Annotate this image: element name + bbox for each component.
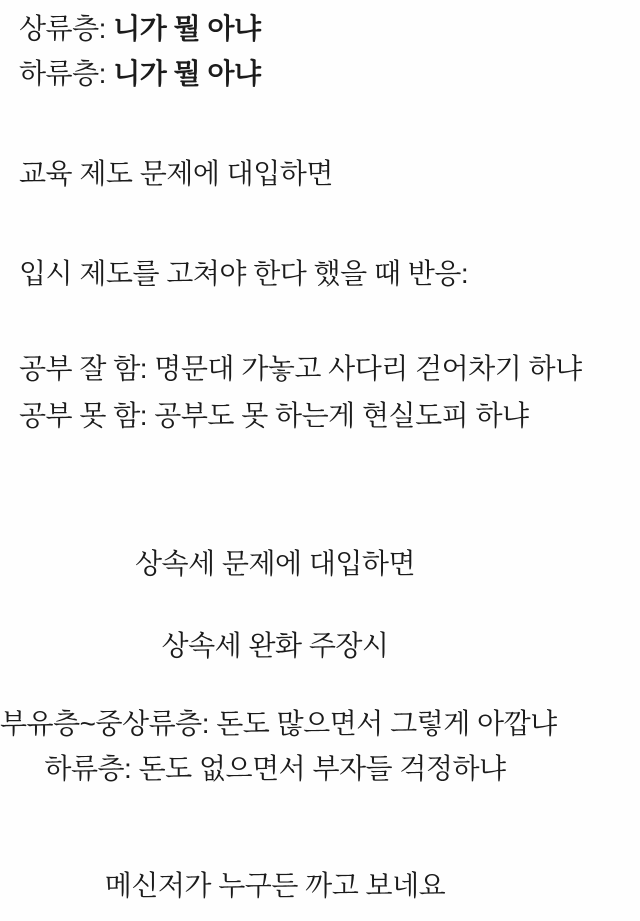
wealthy-class-line: 부유층~중상류층: 돈도 많으면서 그렇게 아깝냐	[0, 708, 557, 739]
lower-class-quote: 니가 뭘 아냐	[113, 58, 261, 89]
bad-student-line: 공부 못 함: 공부도 못 하는게 현실도피 하냐	[19, 400, 529, 431]
upper-class-quote: 니가 뭘 아냐	[113, 13, 261, 44]
poor-class-line: 하류층: 돈도 없으면서 부자들 걱정하냐	[44, 753, 506, 784]
education-prompt-line: 입시 제도를 고쳐야 한다 했을 때 반응:	[19, 258, 469, 289]
good-student-line: 공부 잘 함: 명문대 가놓고 사다리 걷어차기 하냐	[19, 353, 582, 384]
inheritance-case-line: 상속세 완화 주장시	[161, 630, 389, 661]
upper-class-line	[19, 12, 261, 46]
lower-class-label: 하류층:	[19, 58, 114, 89]
conclusion-line: 메신저가 누구든 까고 보네요	[104, 870, 446, 901]
upper-class-label: 상류층:	[19, 13, 114, 44]
lower-class-line	[19, 57, 261, 91]
inheritance-intro-line: 상속세 문제에 대입하면	[134, 548, 416, 579]
education-intro-line: 교육 제도 문제에 대입하면	[19, 158, 333, 189]
